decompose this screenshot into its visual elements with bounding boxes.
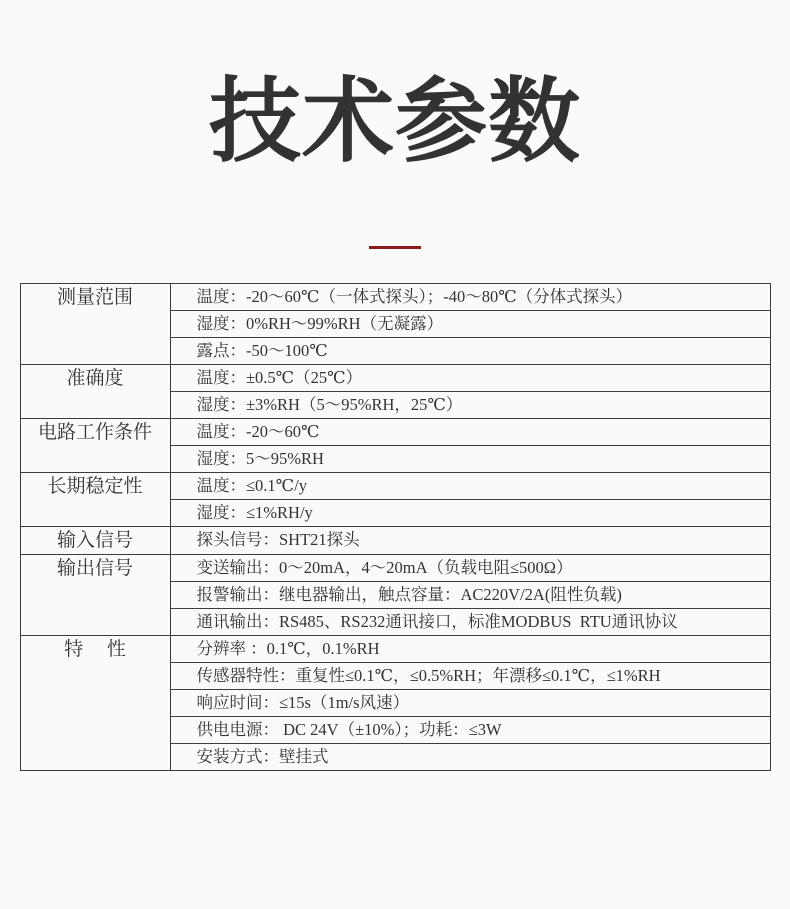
spec-value: 通讯输出：RS485、RS232通讯接口，标准MODBUS RTU通讯协议: [170, 608, 770, 635]
spec-value: 安装方式：壁挂式: [170, 743, 770, 770]
table-row: [20, 635, 770, 662]
table-row: [20, 418, 770, 445]
spec-value: 湿度：5～95%RH: [170, 445, 770, 472]
spec-value: 湿度：≤1%RH/y: [170, 499, 770, 526]
spec-value: 传感器特性：重复性≤0.1℃，≤0.5%RH；年漂移≤0.1℃，≤1%RH: [170, 662, 770, 689]
page: [0, 70, 790, 909]
spec-value: 供电电源： DC 24V（±10%）；功耗：≤3W: [170, 716, 770, 743]
spec-group-label: 长期稳定性: [20, 472, 170, 526]
spec-group-label: 输入信号: [20, 526, 170, 554]
spec-value: 温度：-20～60℃: [170, 418, 770, 445]
spec-value: 湿度：±3%RH（5～95%RH，25℃）: [170, 391, 770, 418]
spec-value: 报警输出：继电器输出，触点容量：AC220V/2A(阻性负载): [170, 581, 770, 608]
spec-value: 温度：-20～60℃（一体式探头）；-40～80℃（分体式探头）: [170, 283, 770, 310]
spec-value: 温度：±0.5℃（25℃）: [170, 364, 770, 391]
spec-value: 探头信号：SHT21探头: [170, 526, 770, 554]
title-underline: [369, 246, 421, 249]
spec-value: 温度：≤0.1℃/y: [170, 472, 770, 499]
table-row: [20, 364, 770, 391]
spec-value: 分辨率 ：0.1℃，0.1%RH: [170, 635, 770, 662]
table-row: [20, 283, 770, 310]
spec-group-label: 输出信号: [20, 554, 170, 635]
spec-group-label: 测量范围: [20, 283, 170, 364]
page-title: 技术参数: [208, 71, 581, 173]
table-row: [20, 472, 770, 499]
spec-group-label: 电路工作条件: [20, 418, 170, 472]
spec-table: [20, 283, 771, 771]
spec-value: 变送输出：0～20mA，4～20mA（负载电阻≤500Ω）: [170, 554, 770, 581]
spec-group-label: 准确度: [20, 364, 170, 418]
spec-group-label: 特 性: [20, 635, 170, 770]
table-row: [20, 526, 770, 554]
table-row: [20, 554, 770, 581]
spec-value: 露点：-50～100℃: [170, 337, 770, 364]
spec-value: 响应时间：≤15s（1m/s风速）: [170, 689, 770, 716]
spec-value: 湿度：0%RH～99%RH（无凝露）: [170, 310, 770, 337]
